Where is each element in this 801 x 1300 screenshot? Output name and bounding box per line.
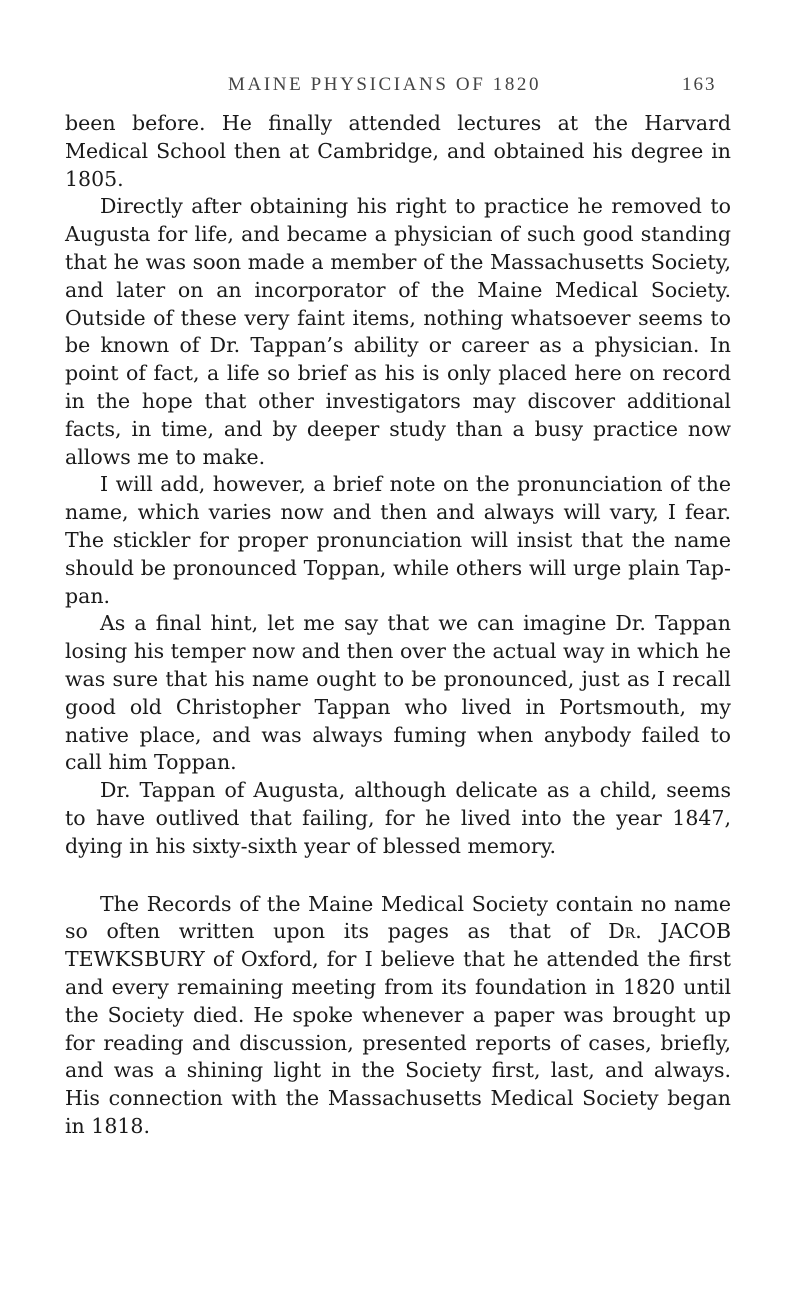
- paragraph-3: I will add, however, a brief note on the pronunciation of the name, which varies now and then and always will vary, I fear. The stickler for proper pronunciation will insist that the name should be pronounced Toppan, while others will urge plain Tap-pan.: [65, 472, 731, 608]
- running-head: [0, 74, 801, 98]
- paragraph-6: [65, 891, 731, 1141]
- body-text: [65, 110, 731, 1141]
- running-title: MAINE PHYSICIANS OF 1820: [228, 74, 542, 95]
- person-name: Dr. JACOB TEWKSBURY: [65, 919, 732, 972]
- paragraph-1: been before. He finally attended lectures at the Harvard Medical School then at Cambridge, and obtained his degree in 1805.: [65, 111, 731, 191]
- paragraph-5: Dr. Tappan of Augusta, although delicate as a child, seems to have outlived that failing, for he lived into the year 1847, dying in his sixty-sixth year of blessed memory.: [65, 778, 731, 858]
- page-number: 163: [682, 74, 717, 95]
- paragraph-4: As a final hint, let me say that we can imagine Dr. Tappan losing his temper now and then over the actual way in which he was sure that his name ought to be pronounced, just as I recall good old Christopher Tappan who lived in Portsmouth, my native place, and was always fuming when anybody failed to call him Toppan.: [65, 611, 731, 775]
- paragraph-6-after: of Oxford, for I believe that he attended the first and every remaining meeting from its foundation in 1820 until the Society died. He spoke whenever a paper was brought up for reading and discussion, presented reports of cases, briefly, and was a shining light in the Society first, last, and always. His connection with the Massachusetts Medical Society began in 1818.: [65, 947, 731, 1138]
- paragraph-6-before: The Records of the Maine Medical Society contain no name so often written upon its pages as that of: [65, 891, 731, 944]
- paragraph-2: Directly after obtaining his right to practice he removed to Augusta for life, and became a physician of such good standing that he was soon made a member of the Massachusetts Society, and later on an incorporator of the Maine Medical Society. Outside of these very faint items, nothing whatsoever seems to be known of Dr. Tappan’s ability or career as a physician. In point of fact, a life so brief as his is only placed here on record in the hope that other investigators may discover additional facts, in time, and by deeper study than a busy practice now allows me to make.: [65, 194, 731, 469]
